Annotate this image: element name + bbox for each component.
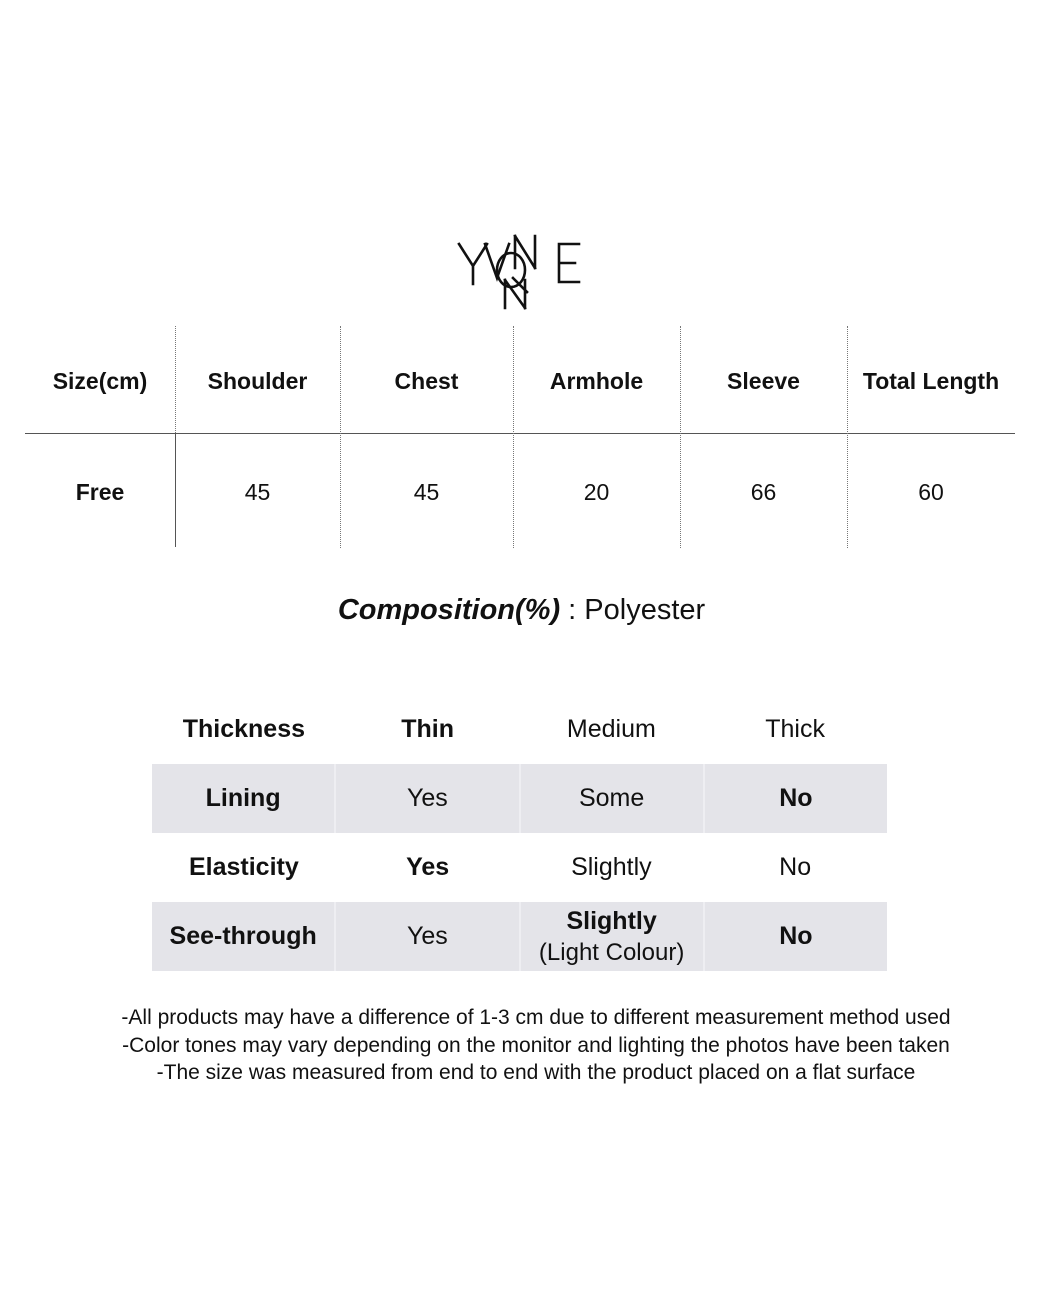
total-length-value: 60 xyxy=(918,479,944,505)
row-label: Thickness xyxy=(182,715,306,743)
composition-label: Composition(%) xyxy=(337,594,561,626)
lining-row xyxy=(152,764,887,833)
column-divider xyxy=(680,326,681,548)
row-label: Lining xyxy=(205,784,281,812)
sleeve-value: 66 xyxy=(750,479,777,505)
composition-value: Polyester xyxy=(584,594,706,626)
option-selected-group xyxy=(519,902,703,971)
option: Yes xyxy=(334,764,518,833)
header-size: Size(cm) xyxy=(52,368,148,394)
chest-value: 45 xyxy=(413,479,440,505)
row-label: See-through xyxy=(169,922,317,950)
option: Medium xyxy=(566,715,656,743)
disclaimer-notes xyxy=(0,1004,1043,1087)
row-label: Elasticity xyxy=(188,853,299,881)
see-through-row xyxy=(152,902,887,971)
size-value: Free xyxy=(75,479,125,505)
header-divider xyxy=(25,433,1015,434)
option-selected: Slightly xyxy=(566,906,657,935)
option: Yes xyxy=(334,902,518,971)
option-selected: Thin xyxy=(401,715,454,743)
header-chest: Chest xyxy=(394,368,459,394)
option-note: (Light Colour) xyxy=(538,938,685,966)
armhole-value: 20 xyxy=(583,479,610,505)
composition-separator: : xyxy=(560,594,585,626)
column-divider xyxy=(513,326,514,548)
note-line: -Color tones may vary depending on the monitor and lighting the photos have been taken xyxy=(122,1033,950,1057)
shoulder-value: 45 xyxy=(244,479,271,505)
header-shoulder: Shoulder xyxy=(207,368,308,394)
composition-line xyxy=(0,592,1043,628)
header-sleeve: Sleeve xyxy=(727,368,800,394)
fabric-properties-table xyxy=(152,695,887,971)
thickness-row xyxy=(152,695,887,764)
brand-logo xyxy=(455,232,585,312)
option-selected: No xyxy=(703,764,887,833)
option: Slightly xyxy=(571,853,652,881)
option: Thick xyxy=(765,715,825,743)
header-armhole: Armhole xyxy=(549,368,644,394)
option: No xyxy=(779,853,812,881)
column-divider xyxy=(847,326,848,548)
size-table xyxy=(25,326,1015,548)
elasticity-row xyxy=(152,833,887,902)
column-divider xyxy=(340,326,341,548)
note-line: -The size was measured from end to end with the product placed on a flat surface xyxy=(156,1061,916,1084)
option-selected: No xyxy=(703,902,887,971)
header-total-length: Total Length xyxy=(862,368,1000,394)
option-selected: Yes xyxy=(406,853,450,881)
note-line: -All products may have a difference of 1-3 cm due to different measurement method used xyxy=(121,1006,951,1029)
option: Some xyxy=(519,764,703,833)
